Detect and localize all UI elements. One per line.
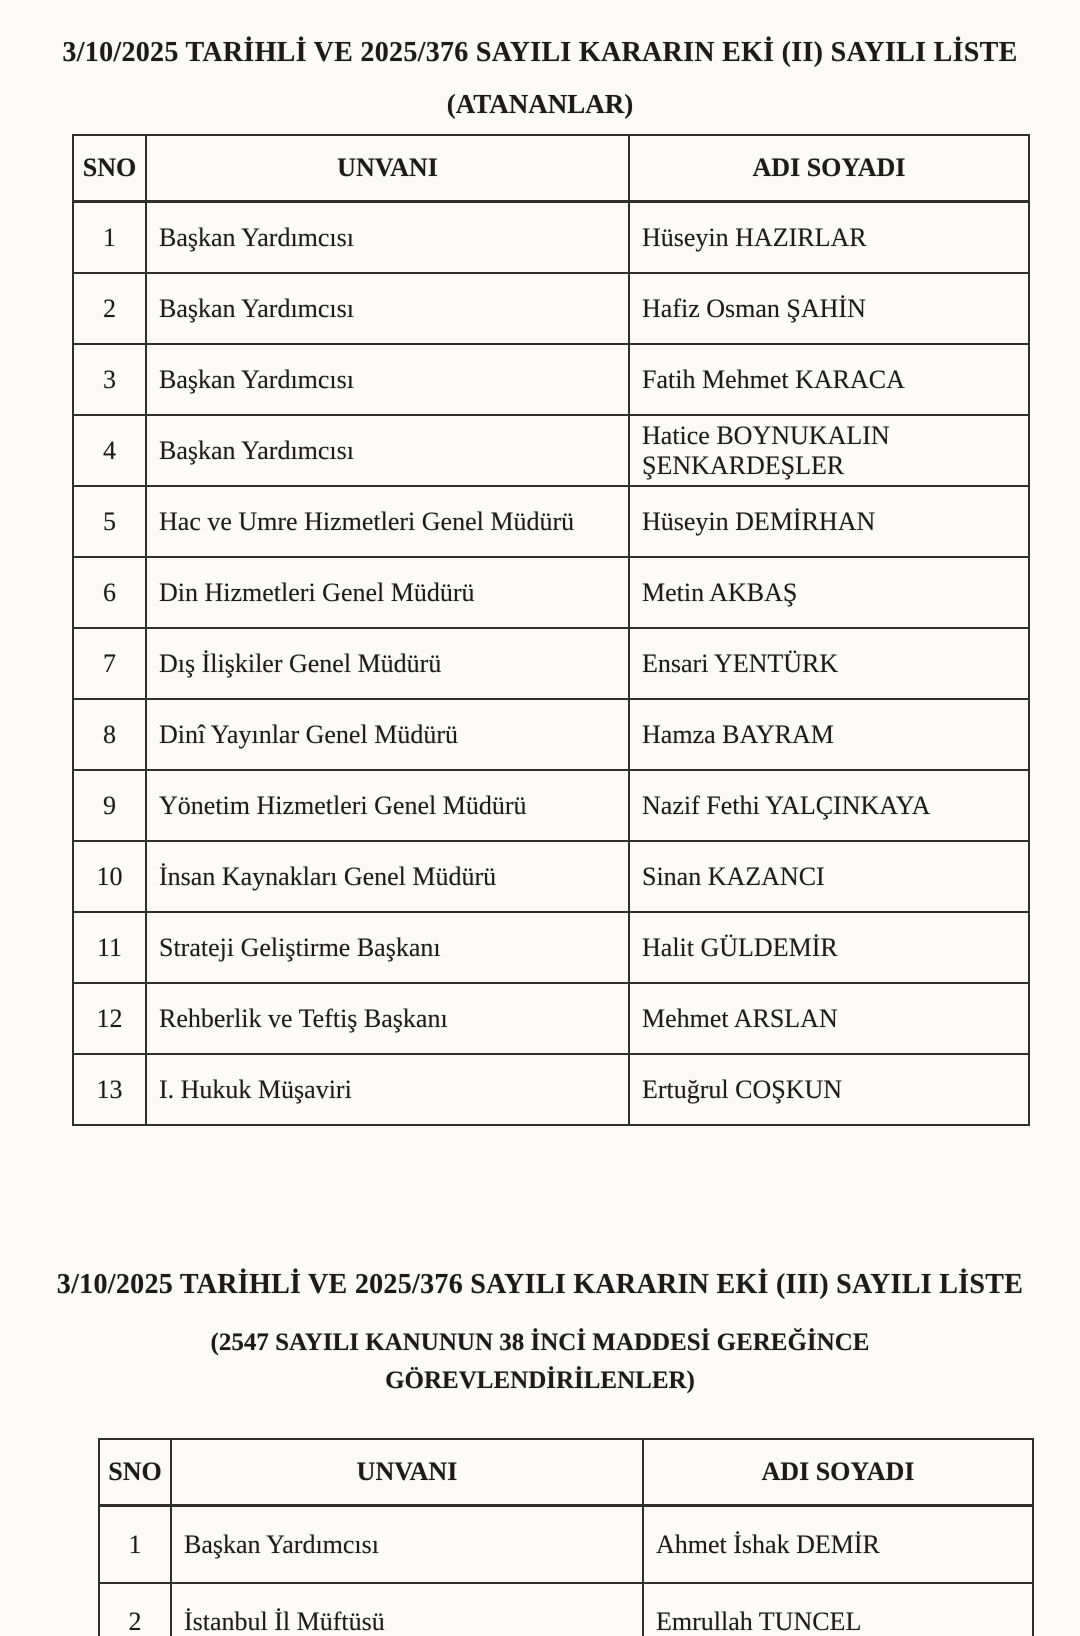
row-sno: 5 [73, 486, 146, 557]
row-sno: 11 [73, 912, 146, 983]
row-adi-soyadi: Emrullah TUNCEL [643, 1583, 1033, 1636]
row-unvani: Başkan Yardımcısı [146, 415, 629, 486]
header-sno: SNO [73, 135, 146, 202]
table-row [73, 344, 1029, 415]
row-adi-soyadi: Hatice BOYNUKALIN ŞENKARDEŞLER [629, 415, 1029, 486]
row-unvani: İnsan Kaynakları Genel Müdürü [146, 841, 629, 912]
row-adi-soyadi: Sinan KAZANCI [629, 841, 1029, 912]
section2-subtitle-line2: GÖREVLENDİRİLENLER) [385, 1367, 695, 1394]
table-row [73, 557, 1029, 628]
row-unvani: Başkan Yardımcısı [146, 344, 629, 415]
row-sno: 8 [73, 699, 146, 770]
section1-subtitle: (ATANANLAR) [446, 89, 634, 119]
table-row [73, 273, 1029, 344]
table-row [73, 1054, 1029, 1125]
row-sno: 12 [73, 983, 146, 1054]
row-unvani: Yönetim Hizmetleri Genel Müdürü [146, 770, 629, 841]
table-row [99, 1506, 1033, 1584]
row-sno: 13 [73, 1054, 146, 1125]
header-sno: SNO [99, 1439, 171, 1506]
header-adi-soyadi: ADI SOYADI [643, 1439, 1033, 1506]
row-sno: 6 [73, 557, 146, 628]
row-adi-soyadi: Fatih Mehmet KARACA [629, 344, 1029, 415]
row-sno: 2 [99, 1583, 171, 1636]
row-adi-soyadi: Halit GÜLDEMİR [629, 912, 1029, 983]
row-unvani: Hac ve Umre Hizmetleri Genel Müdürü [146, 486, 629, 557]
section2-title: 3/10/2025 TARİHLİ VE 2025/376 SAYILI KARARIN EKİ (III) SAYILI LİSTE [56, 1269, 1024, 1300]
row-sno: 7 [73, 628, 146, 699]
row-unvani: I. Hukuk Müşaviri [146, 1054, 629, 1125]
row-adi-soyadi: Mehmet ARSLAN [629, 983, 1029, 1054]
row-unvani: Dış İlişkiler Genel Müdürü [146, 628, 629, 699]
row-adi-soyadi: Nazif Fethi YALÇINKAYA [629, 770, 1029, 841]
row-unvani: İstanbul İl Müftüsü [171, 1583, 643, 1636]
table-header-row [99, 1439, 1033, 1506]
appointments-table [72, 134, 1030, 1126]
row-adi-soyadi: Hüseyin HAZIRLAR [629, 202, 1029, 274]
row-sno: 3 [73, 344, 146, 415]
row-unvani: Strateji Geliştirme Başkanı [146, 912, 629, 983]
table-row [73, 202, 1029, 274]
row-adi-soyadi: Ertuğrul COŞKUN [629, 1054, 1029, 1125]
table-row [73, 983, 1029, 1054]
table-row [73, 699, 1029, 770]
table-row [73, 770, 1029, 841]
row-sno: 2 [73, 273, 146, 344]
row-unvani: Rehberlik ve Teftiş Başkanı [146, 983, 629, 1054]
table-header-row [73, 135, 1029, 202]
table-row [73, 628, 1029, 699]
row-adi-soyadi: Ahmet İshak DEMİR [643, 1506, 1033, 1584]
header-unvani: UNVANI [146, 135, 629, 202]
row-sno: 10 [73, 841, 146, 912]
table-row [99, 1583, 1033, 1636]
row-unvani: Başkan Yardımcısı [146, 202, 629, 274]
section1-title: 3/10/2025 TARİHLİ VE 2025/376 SAYILI KARARIN EKİ (II) SAYILI LİSTE [62, 37, 1018, 68]
row-adi-soyadi: Hafiz Osman ŞAHİN [629, 273, 1029, 344]
row-adi-soyadi: Metin AKBAŞ [629, 557, 1029, 628]
row-sno: 9 [73, 770, 146, 841]
section2-subtitle [0, 1324, 1080, 1400]
table-row [73, 912, 1029, 983]
row-unvani: Dinî Yayınlar Genel Müdürü [146, 699, 629, 770]
row-unvani: Başkan Yardımcısı [171, 1506, 643, 1584]
row-sno: 1 [99, 1506, 171, 1584]
table-row [73, 486, 1029, 557]
table-row [73, 415, 1029, 486]
header-adi-soyadi: ADI SOYADI [629, 135, 1029, 202]
assignments-table [98, 1438, 1034, 1636]
table-row [73, 841, 1029, 912]
row-sno: 1 [73, 202, 146, 274]
row-sno: 4 [73, 415, 146, 486]
row-unvani: Başkan Yardımcısı [146, 273, 629, 344]
row-adi-soyadi: Hüseyin DEMİRHAN [629, 486, 1029, 557]
row-adi-soyadi: Hamza BAYRAM [629, 699, 1029, 770]
section2-subtitle-line1: (2547 SAYILI KANUNUN 38 İNCİ MADDESİ GEREĞİNCE [210, 1329, 870, 1356]
row-adi-soyadi: Ensari YENTÜRK [629, 628, 1029, 699]
row-unvani: Din Hizmetleri Genel Müdürü [146, 557, 629, 628]
header-unvani: UNVANI [171, 1439, 643, 1506]
